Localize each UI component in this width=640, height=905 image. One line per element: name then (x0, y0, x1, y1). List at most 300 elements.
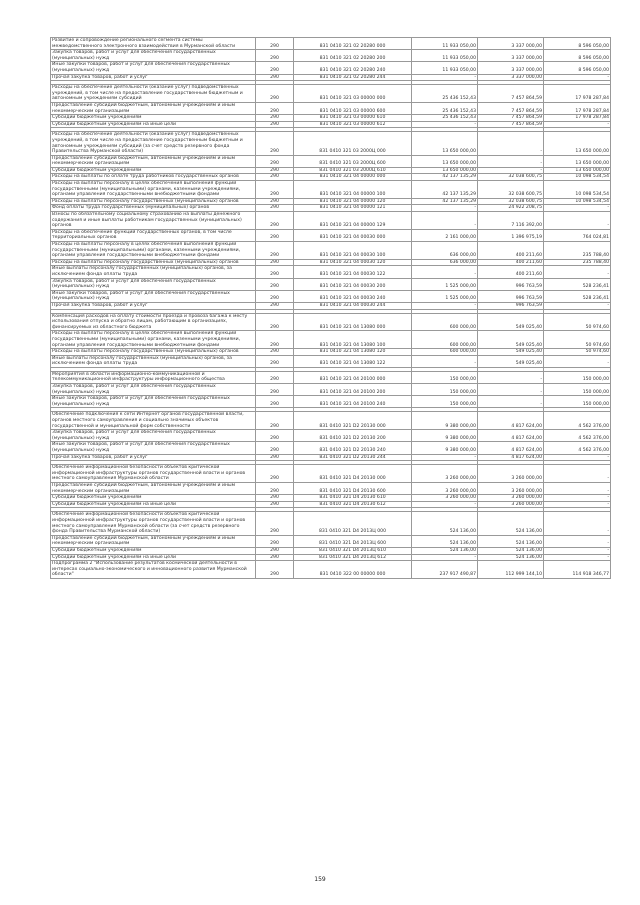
row-code: 290 (256, 561, 294, 579)
table-row (51, 290, 611, 302)
row-executed: 4 817 624,00 (478, 412, 544, 430)
row-approved: 600 000,00 (412, 331, 478, 349)
row-code: 290 (256, 454, 294, 461)
row-kbk: 831 0410 321 04 20100 200 (294, 384, 412, 396)
row-approved: - (412, 454, 478, 461)
row-kbk: 831 0410 321 04 13080 122 (294, 355, 412, 367)
row-unexecuted: - (544, 501, 611, 508)
table-row (51, 242, 611, 260)
row-name: Обеспечение информационной безопасности объектов критической информационной инфраструктуры органов государственной власти и органов местного самоуправления Мурманской области (за счет средств резервного фонда Правительства Мурманской области) (51, 512, 256, 535)
row-code: 290 (256, 278, 294, 290)
row-kbk: 831 0410 321 04 00030 100 (294, 242, 412, 260)
row-name: Расходы на выплаты персоналу в целях обеспечения выполнения функций государственными (муниципальными) органами, казенными учреждениями, органами управления государственными внебюджетными фондами (51, 331, 256, 349)
row-approved: 9 380 000,00 (412, 412, 478, 430)
row-code: 290 (256, 482, 294, 494)
row-unexecuted: 17 978 287,84 (544, 102, 611, 114)
budget-table-body (51, 38, 611, 579)
row-unexecuted: 235 788,40 (544, 259, 611, 266)
row-kbk: 831 0410 321 03 2000Ц 610 (294, 167, 412, 174)
row-executed: - (478, 396, 544, 408)
row-code: 290 (256, 535, 294, 547)
row-kbk: 831 0410 321 04 00000 100 (294, 181, 412, 199)
budget-table (50, 37, 611, 579)
row-unexecuted: - (544, 74, 611, 81)
row-kbk: 831 0410 321 D4 2013Ц 600 (294, 535, 412, 547)
table-row (51, 181, 611, 199)
row-approved: - (412, 355, 478, 367)
row-approved: 11 933 050,00 (412, 50, 478, 62)
row-code: 290 (256, 174, 294, 181)
row-code: 290 (256, 465, 294, 483)
row-approved: 3 260 000,00 (412, 465, 478, 483)
row-executed: 4 817 624,00 (478, 430, 544, 442)
row-code: 290 (256, 74, 294, 81)
row-approved: 237 917 490,87 (412, 561, 478, 579)
row-code: 290 (256, 313, 294, 331)
row-kbk: 831 0410 321 02 20280 240 (294, 62, 412, 74)
row-name: Иные выплаты персоналу государственных (муниципальных) органов, за исключением фонда оплаты труда (51, 266, 256, 278)
row-unexecuted: 17 978 287,84 (544, 85, 611, 103)
row-executed: 4 817 624,00 (478, 442, 544, 454)
row-unexecuted: 13 650 000,00 (544, 132, 611, 155)
row-code: 290 (256, 384, 294, 396)
row-unexecuted: - (544, 482, 611, 494)
row-kbk: 831 0410 321 04 00030 240 (294, 290, 412, 302)
row-name: Развитие и сопровождение регионального сегмента системы межведомственного электронного взаимодействия в Мурманской области (51, 38, 256, 50)
row-executed: 996 763,59 (478, 278, 544, 290)
row-unexecuted: - (544, 465, 611, 483)
row-unexecuted: - (544, 121, 611, 128)
row-approved: 3 260 000,00 (412, 495, 478, 502)
row-name: Прочая закупка товаров, работ и услуг (51, 454, 256, 461)
row-executed: 7 457 864,59 (478, 102, 544, 114)
row-approved: 636 000,00 (412, 259, 478, 266)
table-row (51, 349, 611, 356)
table-row (51, 74, 611, 81)
row-executed: 3 260 000,00 (478, 495, 544, 502)
row-approved: 600 000,00 (412, 349, 478, 356)
table-row (51, 229, 611, 241)
row-executed: - (478, 384, 544, 396)
row-unexecuted: 4 562 376,00 (544, 430, 611, 442)
row-approved: - (412, 212, 478, 230)
table-row (51, 266, 611, 278)
row-unexecuted: 10 098 534,54 (544, 198, 611, 205)
row-approved: 524 136,00 (412, 512, 478, 535)
table-row (51, 465, 611, 483)
row-approved: 524 136,00 (412, 535, 478, 547)
table-row (51, 512, 611, 535)
row-code: 290 (256, 85, 294, 103)
row-code: 290 (256, 155, 294, 167)
row-kbk: 831 0410 321 04 00030 000 (294, 229, 412, 241)
row-code: 290 (256, 396, 294, 408)
table-row (51, 535, 611, 547)
row-code: 290 (256, 495, 294, 502)
row-unexecuted: 8 596 050,00 (544, 50, 611, 62)
table-row (51, 62, 611, 74)
row-executed: 7 457 864,59 (478, 85, 544, 103)
table-row (51, 430, 611, 442)
row-name: Субсидии бюджетным учреждениям на иные цели (51, 554, 256, 561)
row-unexecuted: - (544, 495, 611, 502)
row-name: Закупка товаров, работ и услуг для обеспечения государственных (муниципальных) нужд (51, 430, 256, 442)
row-code: 290 (256, 554, 294, 561)
row-unexecuted: 114 918 346,77 (544, 561, 611, 579)
row-executed: 549 025,40 (478, 355, 544, 367)
table-row (51, 396, 611, 408)
row-code: 290 (256, 205, 294, 212)
row-name: Расходы на выплаты персоналу государственных (муниципальных) органов (51, 259, 256, 266)
table-row (51, 561, 611, 579)
row-code: 290 (256, 62, 294, 74)
row-executed: - (478, 167, 544, 174)
table-row (51, 313, 611, 331)
row-kbk: 831 0410 321 03 2000Ц 600 (294, 155, 412, 167)
row-executed: 524 136,00 (478, 512, 544, 535)
table-row (51, 278, 611, 290)
row-executed: 400 211,60 (478, 266, 544, 278)
table-row (51, 50, 611, 62)
row-name: Субсидии бюджетным учреждениям на иные цели (51, 121, 256, 128)
table-row (51, 501, 611, 508)
row-approved: 13 650 000,00 (412, 132, 478, 155)
row-executed: 3 337 000,00 (478, 74, 544, 81)
row-code: 290 (256, 371, 294, 383)
row-kbk: 831 0410 321 04 00000 120 (294, 198, 412, 205)
row-unexecuted: 8 596 050,00 (544, 38, 611, 50)
row-name: Расходы на выплаты персоналу государственных (муниципальных) органов (51, 198, 256, 205)
table-row (51, 547, 611, 554)
row-unexecuted: 17 978 287,84 (544, 115, 611, 122)
row-code: 290 (256, 349, 294, 356)
row-kbk: 831 0410 321 04 00000 121 (294, 205, 412, 212)
row-code: 290 (256, 302, 294, 309)
row-unexecuted: 235 788,40 (544, 242, 611, 260)
row-executed: 400 211,60 (478, 259, 544, 266)
row-code: 290 (256, 501, 294, 508)
row-kbk: 831 0410 321 04 13080 000 (294, 313, 412, 331)
row-code: 290 (256, 442, 294, 454)
row-executed: 400 211,60 (478, 242, 544, 260)
table-row (51, 302, 611, 309)
row-name: Расходы на обеспечение деятельности (оказание услуг) подведомственных учреждений, в том числе на предоставление государственным бюджетным и автономным учреждениям субсидий (за счет средств резервного фонда Правительства Мурманской области) (51, 132, 256, 155)
budget-table-container (50, 37, 610, 579)
row-code: 290 (256, 290, 294, 302)
row-code: 290 (256, 181, 294, 199)
row-name: Прочая закупка товаров, работ и услуг (51, 74, 256, 81)
row-name: Закупка товаров, работ и услуг для обеспечения государственных (муниципальных) нужд (51, 278, 256, 290)
row-executed: 3 260 000,00 (478, 482, 544, 494)
row-approved: - (412, 205, 478, 212)
row-name: Иные закупки товаров, работ и услуг для обеспечения государственных (муниципальных) нужд (51, 442, 256, 454)
row-approved: 2 161 000,00 (412, 229, 478, 241)
row-unexecuted: 50 974,60 (544, 349, 611, 356)
row-executed: 7 457 864,59 (478, 115, 544, 122)
table-row (51, 212, 611, 230)
row-unexecuted: - (544, 355, 611, 367)
row-executed: 24 922 208,75 (478, 205, 544, 212)
row-kbk: 831 0410 321 04 00000 129 (294, 212, 412, 230)
row-kbk: 831 0410 321 04 20100 240 (294, 396, 412, 408)
row-name: Фонд оплаты труда государственных (муниципальных) органов (51, 205, 256, 212)
row-code: 290 (256, 38, 294, 50)
row-executed: 3 337 000,00 (478, 38, 544, 50)
row-unexecuted: 50 974,60 (544, 331, 611, 349)
table-row (51, 259, 611, 266)
row-kbk: 831 0410 321 04 00030 244 (294, 302, 412, 309)
row-approved: 600 000,00 (412, 313, 478, 331)
row-name: Предоставление субсидий бюджетным, автономным учреждениям и иным некоммерческим организациям (51, 535, 256, 547)
table-row (51, 102, 611, 114)
row-unexecuted: 13 650 000,00 (544, 167, 611, 174)
row-kbk: 831 0410 321 04 20100 000 (294, 371, 412, 383)
row-executed: 3 337 000,00 (478, 50, 544, 62)
row-executed: 3 337 000,00 (478, 62, 544, 74)
row-name: Предоставление субсидий бюджетным, автономным учреждениям и иным некоммерческим организациям (51, 155, 256, 167)
row-executed: 32 038 600,75 (478, 198, 544, 205)
row-approved: 11 933 050,00 (412, 38, 478, 50)
row-name: Иные выплаты персоналу государственных (муниципальных) органов, за исключением фонда оплаты труда (51, 355, 256, 367)
row-name: Компенсация расходов на оплату стоимости проезда и провоза багажа к месту использования отпуска и обратно лицам, работающим в организациях, финансируемых из областного бюджета (51, 313, 256, 331)
row-kbk: 831 0410 321 04 00000 000 (294, 174, 412, 181)
row-name: Субсидии бюджетным учреждениям (51, 115, 256, 122)
row-executed: 996 763,59 (478, 290, 544, 302)
table-row (51, 198, 611, 205)
table-row (51, 331, 611, 349)
table-row (51, 454, 611, 461)
row-unexecuted: 50 974,60 (544, 313, 611, 331)
row-code: 290 (256, 259, 294, 266)
row-name: Субсидии бюджетным учреждениям (51, 167, 256, 174)
row-approved: - (412, 74, 478, 81)
row-unexecuted: 13 650 000,00 (544, 155, 611, 167)
row-kbk: 831 0410 321 02 20280 200 (294, 50, 412, 62)
row-name: Расходы на обеспечение деятельности (оказание услуг) подведомственных учреждений, в том числе на предоставление государственным бюджетным и автономным учреждениям субсидий (51, 85, 256, 103)
row-unexecuted: - (544, 212, 611, 230)
row-executed: 112 999 144,10 (478, 561, 544, 579)
row-name: Предоставление субсидий бюджетным, автономным учреждениям и иным некоммерческим организациям (51, 102, 256, 114)
row-approved: - (412, 302, 478, 309)
row-code: 290 (256, 212, 294, 230)
row-approved: - (412, 554, 478, 561)
row-code: 290 (256, 242, 294, 260)
row-executed: - (478, 371, 544, 383)
row-code: 290 (256, 430, 294, 442)
table-row (51, 482, 611, 494)
row-unexecuted: 764 024,81 (544, 229, 611, 241)
row-executed: 4 817 624,00 (478, 454, 544, 461)
row-name: Обеспечение подключения к сети Интернет органов государственной власти, органов местного самоуправления и социально значимых объектов государственной и муниципальной форм собственности (51, 412, 256, 430)
row-approved: 1 525 000,00 (412, 278, 478, 290)
row-kbk: 831 0410 321 04 13080 120 (294, 349, 412, 356)
row-name: Предоставление субсидий бюджетным, автономным учреждениям и иным некоммерческим организациям (51, 482, 256, 494)
row-kbk: 831 0410 321 03 00000 610 (294, 115, 412, 122)
row-unexecuted: - (544, 512, 611, 535)
table-row (51, 412, 611, 430)
row-kbk: 831 0410 321 02 20280 244 (294, 74, 412, 81)
row-name: Субсидии бюджетным учреждениям (51, 547, 256, 554)
row-kbk: 831 0410 321 D2 20130 000 (294, 412, 412, 430)
row-approved: 1 525 000,00 (412, 290, 478, 302)
row-approved: - (412, 266, 478, 278)
row-kbk: 831 0410 321 03 00000 612 (294, 121, 412, 128)
row-approved: 11 933 050,00 (412, 62, 478, 74)
row-name: Взносы по обязательному социальному страхованию на выплаты денежного содержания и иные выплаты работникам государственных (муниципальных) органов (51, 212, 256, 230)
table-row (51, 495, 611, 502)
row-unexecuted: - (544, 535, 611, 547)
table-row (51, 554, 611, 561)
row-code: 290 (256, 167, 294, 174)
row-name: Расходы на выплаты персоналу государственных (муниципальных) органов (51, 349, 256, 356)
row-unexecuted: 150 000,00 (544, 396, 611, 408)
row-executed: 3 260 000,00 (478, 501, 544, 508)
row-name: Обеспечение информационной безопасности объектов критической информационной инфраструктуры органов государственной власти и органов местного самоуправления Мурманской области (51, 465, 256, 483)
row-name: Расходы на выплаты персоналу в целях обеспечения выполнения функций государственными (муниципальными) органами, казенными учреждениями, органами управления государственными внебюджетными фондами (51, 242, 256, 260)
row-kbk: 831 0410 321 03 2000Ц 000 (294, 132, 412, 155)
row-kbk: 831 0410 321 D4 20130 000 (294, 465, 412, 483)
row-approved: 25 436 152,43 (412, 115, 478, 122)
row-kbk: 831 0410 321 04 00030 200 (294, 278, 412, 290)
table-row (51, 38, 611, 50)
row-name: Расходы на выплаты по оплате труда работников государственных органов (51, 174, 256, 181)
row-unexecuted: 150 000,00 (544, 384, 611, 396)
row-name: Мероприятия в области информационно-коммуникационной и телекоммуникационной инфраструктуры информационного общества (51, 371, 256, 383)
row-kbk: 831 0410 321 04 00030 122 (294, 266, 412, 278)
row-unexecuted: - (544, 266, 611, 278)
row-unexecuted: 10 098 534,54 (544, 181, 611, 199)
row-code: 290 (256, 266, 294, 278)
row-name: Иные закупки товаров, работ и услуг для обеспечения государственных (муниципальных) нужд (51, 290, 256, 302)
row-executed: 32 038 600,75 (478, 181, 544, 199)
row-approved: - (412, 501, 478, 508)
row-unexecuted: 528 236,41 (544, 290, 611, 302)
table-row (51, 355, 611, 367)
row-unexecuted: 4 562 376,00 (544, 412, 611, 430)
row-kbk: 831 0410 321 D4 20130 610 (294, 495, 412, 502)
row-executed: 32 038 600,75 (478, 174, 544, 181)
row-kbk: 831 0410 321 D2 20130 244 (294, 454, 412, 461)
row-code: 290 (256, 355, 294, 367)
row-kbk: 831 0410 322 00 00000 000 (294, 561, 412, 579)
row-unexecuted: 10 098 534,54 (544, 174, 611, 181)
row-code: 290 (256, 547, 294, 554)
row-executed: - (478, 155, 544, 167)
row-executed: 549 025,40 (478, 331, 544, 349)
row-executed: 996 763,59 (478, 302, 544, 309)
row-unexecuted: - (544, 205, 611, 212)
row-kbk: 831 0410 321 04 13080 100 (294, 331, 412, 349)
row-approved: 636 000,00 (412, 242, 478, 260)
row-executed: - (478, 132, 544, 155)
row-kbk: 831 0410 321 02 20280 000 (294, 38, 412, 50)
row-approved: 25 436 152,43 (412, 102, 478, 114)
page-number: 159 (314, 876, 326, 883)
row-code: 290 (256, 412, 294, 430)
row-approved: 524 136,00 (412, 547, 478, 554)
row-code: 290 (256, 331, 294, 349)
table-row (51, 121, 611, 128)
row-name: Иные закупки товаров, работ и услуг для обеспечения государственных (муниципальных) нужд (51, 396, 256, 408)
row-unexecuted: 4 562 376,00 (544, 442, 611, 454)
row-executed: 524 136,00 (478, 554, 544, 561)
row-code: 290 (256, 102, 294, 114)
row-approved: 150 000,00 (412, 371, 478, 383)
row-code: 290 (256, 121, 294, 128)
row-approved: 9 380 000,00 (412, 442, 478, 454)
row-approved: 42 137 135,29 (412, 198, 478, 205)
row-executed: 524 136,00 (478, 547, 544, 554)
row-approved: 150 000,00 (412, 396, 478, 408)
row-code: 290 (256, 198, 294, 205)
table-row (51, 371, 611, 383)
row-kbk: 831 0410 321 D4 2013Ц 610 (294, 547, 412, 554)
row-name: Субсидии бюджетным учреждениям (51, 495, 256, 502)
table-row (51, 205, 611, 212)
row-name: Субсидии бюджетным учреждениям на иные цели (51, 501, 256, 508)
row-kbk: 831 0410 321 03 00000 600 (294, 102, 412, 114)
row-kbk: 831 0410 321 D4 20130 612 (294, 501, 412, 508)
row-unexecuted: - (544, 302, 611, 309)
row-approved: 150 000,00 (412, 384, 478, 396)
row-unexecuted: - (544, 554, 611, 561)
row-unexecuted: 8 596 050,00 (544, 62, 611, 74)
row-unexecuted: 150 000,00 (544, 371, 611, 383)
row-name: Закупка товаров, работ и услуг для обеспечения государственных (муниципальных) нужд (51, 50, 256, 62)
row-executed: 3 260 000,00 (478, 465, 544, 483)
row-name: Закупка товаров, работ и услуг для обеспечения государственных (муниципальных) нужд (51, 384, 256, 396)
row-executed: 524 136,00 (478, 535, 544, 547)
row-executed: 7 457 864,59 (478, 121, 544, 128)
row-code: 290 (256, 115, 294, 122)
row-executed: 549 025,40 (478, 313, 544, 331)
row-kbk: 831 0410 321 D2 20130 240 (294, 442, 412, 454)
row-approved: 42 137 135,29 (412, 174, 478, 181)
table-row (51, 384, 611, 396)
row-unexecuted: - (544, 454, 611, 461)
table-row (51, 442, 611, 454)
row-approved: 42 137 135,29 (412, 181, 478, 199)
row-name: Иные закупки товаров, работ и услуг для обеспечения государственных (муниципальных) нужд (51, 62, 256, 74)
table-row (51, 155, 611, 167)
row-code: 290 (256, 132, 294, 155)
table-row (51, 167, 611, 174)
row-approved: 25 436 152,43 (412, 85, 478, 103)
row-approved: 9 380 000,00 (412, 430, 478, 442)
table-row (51, 115, 611, 122)
table-row (51, 174, 611, 181)
row-approved: 13 650 000,00 (412, 167, 478, 174)
row-kbk: 831 0410 321 D4 2013Ц 000 (294, 512, 412, 535)
row-kbk: 831 0410 321 04 00030 120 (294, 259, 412, 266)
row-name: Расходы на выплаты персоналу в целях обеспечения выполнения функций государственными (муниципальными) органами, казенными учреждениями, органами управления государственными внебюджетными фондами (51, 181, 256, 199)
row-approved: 3 260 000,00 (412, 482, 478, 494)
row-kbk: 831 0410 321 D2 20130 200 (294, 430, 412, 442)
row-unexecuted: 528 236,41 (544, 278, 611, 290)
row-kbk: 831 0410 321 03 00000 000 (294, 85, 412, 103)
row-name: Подпрограмма 2 "Использование результатов космической деятельности в интересах социально-экономического и инновационного развития Мурманской области" (51, 561, 256, 579)
row-code: 290 (256, 512, 294, 535)
row-code: 290 (256, 229, 294, 241)
row-kbk: 831 0410 321 D4 20130 600 (294, 482, 412, 494)
row-executed: 549 025,40 (478, 349, 544, 356)
row-unexecuted: - (544, 547, 611, 554)
row-kbk: 831 0410 321 D4 2013Ц 612 (294, 554, 412, 561)
table-row (51, 85, 611, 103)
row-name: Прочая закупка товаров, работ и услуг (51, 302, 256, 309)
row-approved: 13 650 000,00 (412, 155, 478, 167)
row-approved: - (412, 121, 478, 128)
